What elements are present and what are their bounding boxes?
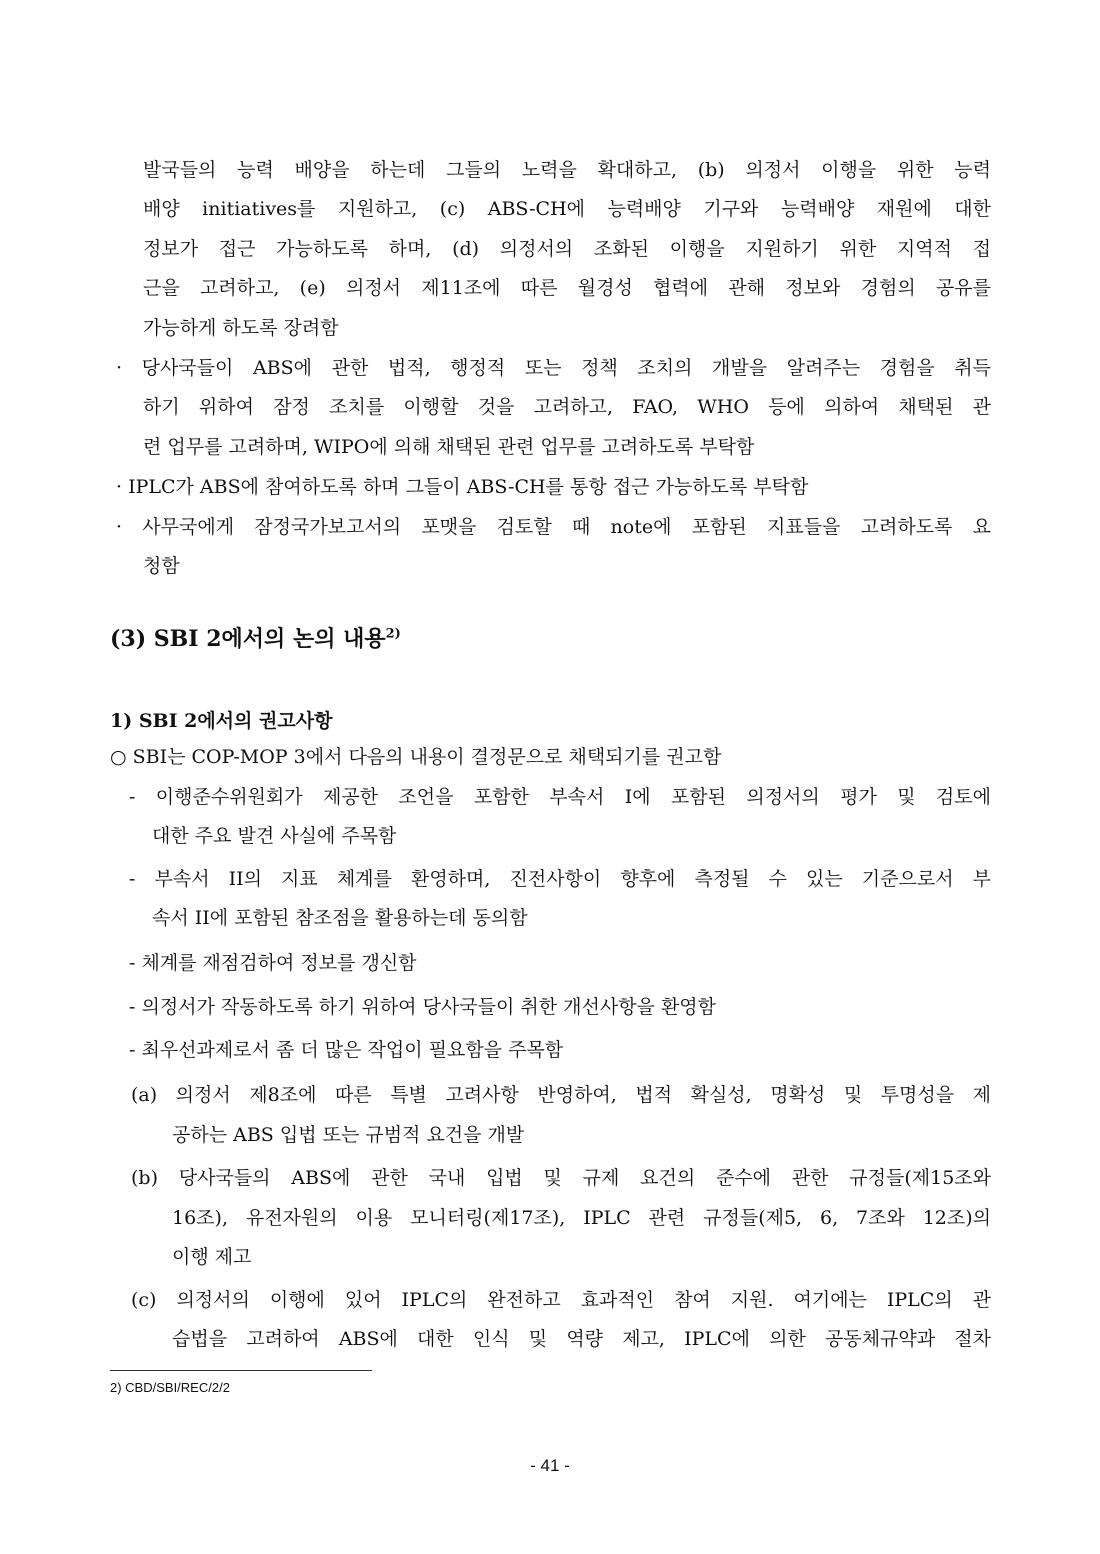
bullet-item: · 당사국들이 ABS에 관한 법적, 행정적 또는 정책 조치의 개발을 알려주는 경험을 취득 xyxy=(116,357,991,379)
sub-heading: 1) SBI 2에서의 권고사항 xyxy=(110,710,333,732)
text-line: 공하는 ABS 입법 또는 규범적 요건을 개발 xyxy=(172,1124,525,1146)
dash-item: - 의정서가 작동하도록 하기 위하여 당사국들이 취한 개선사항을 환영함 xyxy=(129,996,717,1018)
footnote: 2) CBD/SBI/REC/2/2 xyxy=(110,1380,230,1395)
text-line: 련 업무를 고려하며, WIPO에 의해 채택된 관련 업무를 고려하도록 부탁함 xyxy=(143,436,755,458)
text-line: 16조), 유전자원의 이용 모니터링(제17조), IPLC 관련 규정들(제5, 6, 7조와 12조)의 xyxy=(172,1207,991,1229)
section-heading xyxy=(110,622,401,653)
section-heading-text: (3) SBI 2에서의 논의 내용 xyxy=(110,626,386,652)
text-line: 속서 II에 포함된 참조점을 활용하는데 동의함 xyxy=(152,907,528,929)
bullet-item: · IPLC가 ABS에 참여하도록 하며 그들이 ABS-CH를 통항 접근 가능하도록 부탁함 xyxy=(116,476,809,498)
lettered-item: (a) 의정서 제8조에 따른 특별 고려사항 반영하여, 법적 확실성, 명확성 및 투명성을 제 xyxy=(131,1084,991,1106)
text-line: 대한 주요 발견 사실에 주목함 xyxy=(152,825,397,847)
footnote-divider xyxy=(110,1370,372,1371)
dash-item: - 체계를 재점검하여 정보를 갱신함 xyxy=(129,952,417,974)
text-line: 하기 위하여 잠정 조치를 이행할 것을 고려하고, FAO, WHO 등에 의하여 채택된 관 xyxy=(143,396,991,418)
text-line: 이행 제고 xyxy=(172,1246,252,1268)
text-line: 배양 initiatives를 지원하고, (c) ABS-CH에 능력배양 기구와 능력배양 재원에 대한 xyxy=(143,198,991,220)
footnote-ref: 2) xyxy=(385,626,401,642)
dash-item: - 부속서 II의 지표 체계를 환영하며, 진전사항이 향후에 측정될 수 있는 기준으로서 부 xyxy=(129,868,991,890)
dash-item: - 최우선과제로서 좀 더 많은 작업이 필요함을 주목함 xyxy=(129,1039,564,1061)
dash-item: - 이행준수위원회가 제공한 조언을 포함한 부속서 I에 포함된 의정서의 평가 및 검토에 xyxy=(129,786,991,808)
text-line: 근을 고려하고, (e) 의정서 제11조에 따른 월경성 협력에 관해 정보와 경험의 공유를 xyxy=(143,277,991,299)
text-line: 습법을 고려하여 ABS에 대한 인식 및 역량 제고, IPLC에 의한 공동체규약과 절차 xyxy=(172,1328,991,1350)
text-line: 발국들의 능력 배양을 하는데 그들의 노력을 확대하고, (b) 의정서 이행을 위한 능력 xyxy=(143,159,991,181)
recommend-intro: ○ SBI는 COP-MOP 3에서 다음의 내용이 결정문으로 채택되기를 권고함 xyxy=(110,746,722,768)
lettered-item: (b) 당사국들의 ABS에 관한 국내 입법 및 규제 요건의 준수에 관한 규정들(제15조와 xyxy=(131,1167,991,1189)
text-line: 청함 xyxy=(143,555,180,577)
text-line: 가능하게 하도록 장려함 xyxy=(143,317,339,339)
bullet-item: · 사무국에게 잠정국가보고서의 포맷을 검토할 때 note에 포함된 지표들을 고려하도록 요 xyxy=(116,516,991,538)
page-number: - 41 - xyxy=(530,1456,570,1475)
lettered-item: (c) 의정서의 이행에 있어 IPLC의 완전하고 효과적인 참여 지원. 여기에는 IPLC의 관 xyxy=(131,1289,991,1311)
text-line: 정보가 접근 가능하도록 하며, (d) 의정서의 조화된 이행을 지원하기 위한 지역적 접 xyxy=(143,238,991,260)
